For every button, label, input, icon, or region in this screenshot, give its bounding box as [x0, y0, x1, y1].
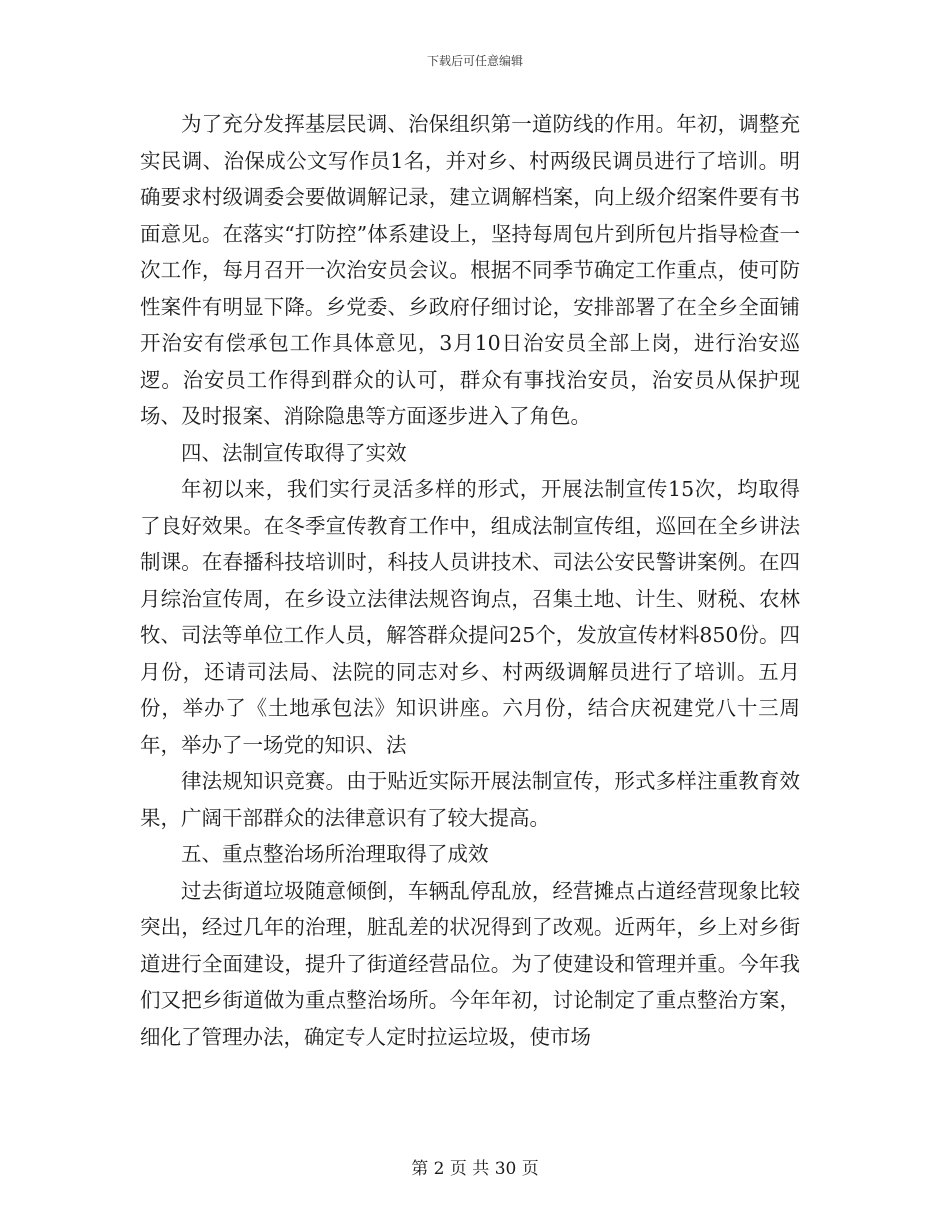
- section-heading: 五、重点整治场所治理取得了成效: [181, 842, 489, 866]
- paragraph: 为了充分发挥基层民调、治保组织第一道防线的作用。年初，调整充实民调、治保成公文写作员1名，并对乡、村两级民调员进行了培训。明确要求村级调委会要做调解记录，建立调解档案，向上级介绍案件要有书面意见。在落实“打防控”体系建设上，坚持每周包片到所包片指导检查一次工作，每月召开一次治安员会议。根据不同季节确定工作重点，使可防性案件有明显下降。乡党委、乡政府仔细讨论，安排部署了在全乡全面铺开治安有偿承包工作具体意见，3月10日治安员全部上岗，进行治安巡逻。治安员工作得到群众的认可，群众有事找治安员，治安员从保护现场、及时报案、消除隐患等方面逐步进入了角色。: [140, 112, 800, 428]
- page-footer: 第 2 页 共 30 页: [411, 1159, 539, 1179]
- paragraph: 律法规知识竞赛。由于贴近实际开展法制宣传，形式多样注重教育效果，广阔干部群众的法律意识有了较大提高。: [140, 769, 800, 830]
- page-header: 下载后可任意编辑: [426, 54, 523, 68]
- document-body: [140, 106, 800, 1055]
- paragraph: 过去街道垃圾随意倾倒，车辆乱停乱放，经营摊点占道经营现象比较突出，经过几年的治理，脏乱差的状况得到了改观。近两年，乡上对乡街道进行全面建设，提升了街道经营品位。为了使建设和管理并重。今年我们又把乡街道做为重点整治场所。今年年初，讨论制定了重点整治方案，细化了管理办法，确定专人定时拉运垃圾，使市场: [140, 878, 800, 1049]
- section-heading: 四、法制宣传取得了实效: [181, 440, 407, 465]
- paragraph: 年初以来，我们实行灵活多样的形式，开展法制宣传15次，均取得了良好效果。在冬季宣传教育工作中，组成法制宣传组，巡回在全乡讲法制课。在春播科技培训时，科技人员讲技术、司法公安民警讲案例。在四月综治宣传周，在乡设立法律法规咨询点，召集土地、计生、财税、农林牧、司法等单位工作人员，解答群众提问25个，发放宣传材料850份。四月份，还请司法局、法院的同志对乡、村两级调解员进行了培训。五月份，举办了《土地承包法》知识讲座。六月份，结合庆祝建党八十三周年，举办了一场党的知识、法: [140, 477, 800, 757]
